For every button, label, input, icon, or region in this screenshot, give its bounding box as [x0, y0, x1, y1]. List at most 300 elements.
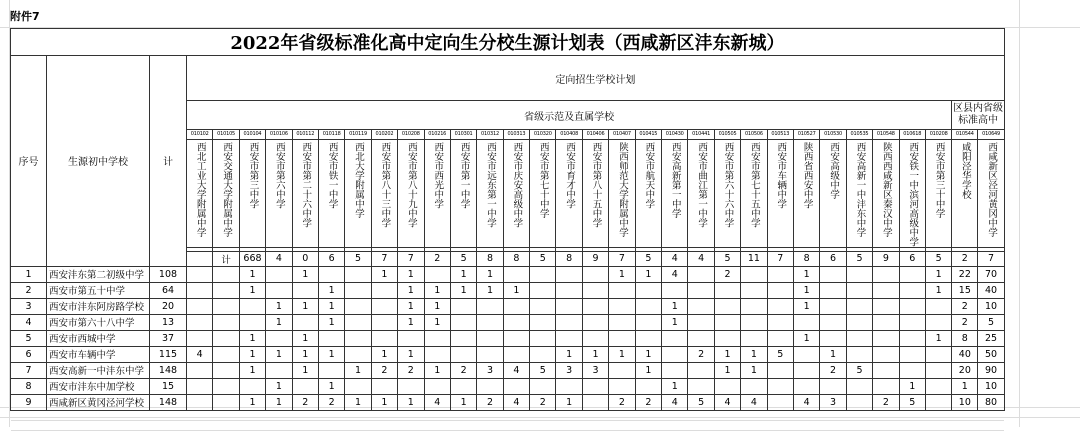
- plan-value-cell: [688, 298, 714, 314]
- plan-value-cell: [741, 330, 767, 346]
- plan-value-cell: [450, 330, 476, 346]
- blank-cell: [952, 420, 978, 430]
- blank-cell: [846, 410, 872, 420]
- school-code: 010649: [978, 130, 1004, 140]
- school-code: 010312: [477, 130, 503, 140]
- plan-value-cell: [213, 330, 239, 346]
- plan-value-cell: 1: [582, 346, 608, 362]
- plan-value-cell: [187, 266, 213, 282]
- plan-value-cell: [318, 266, 344, 282]
- plan-value-cell: [688, 282, 714, 298]
- plan-value-cell: [793, 378, 819, 394]
- plan-value-cell: [662, 330, 688, 346]
- blank-cell: [952, 410, 978, 420]
- plan-value-cell: 1: [477, 282, 503, 298]
- row-total: 148: [150, 362, 187, 378]
- plan-value-cell: 1: [793, 330, 819, 346]
- table-row: [11, 330, 1005, 346]
- plan-value-cell: 1: [925, 266, 951, 282]
- plan-value-cell: 1: [609, 266, 635, 282]
- plan-value-cell: 2: [635, 394, 661, 410]
- school-name-header: [318, 140, 344, 248]
- plan-value-cell: [662, 346, 688, 362]
- plan-value-cell: [899, 362, 925, 378]
- plan-value-cell: [345, 378, 371, 394]
- row-source-school: 西安市西城中学: [47, 330, 150, 346]
- school-name-header: [820, 140, 846, 248]
- plan-value-cell: 90: [978, 362, 1004, 378]
- plan-value-cell: [450, 314, 476, 330]
- plan-value-cell: [266, 282, 292, 298]
- plan-value-cell: 1: [635, 346, 661, 362]
- plan-value-cell: 5: [767, 346, 793, 362]
- plan-value-cell: [503, 298, 529, 314]
- school-code: 010119: [345, 130, 371, 140]
- plan-value-cell: [714, 298, 740, 314]
- plan-value-cell: [292, 378, 318, 394]
- plan-value-cell: 1: [398, 314, 424, 330]
- plan-value-cell: 4: [503, 362, 529, 378]
- plan-value-cell: 2: [609, 394, 635, 410]
- blank-cell: [820, 420, 846, 430]
- blank-cell: [292, 420, 318, 430]
- blank-cell: [213, 420, 239, 430]
- plan-value-cell: [530, 378, 556, 394]
- school-name-text: 西安市航天中学: [643, 142, 655, 209]
- plan-value-cell: [873, 314, 899, 330]
- plan-value-cell: 80: [978, 394, 1004, 410]
- plan-value-cell: 1: [662, 314, 688, 330]
- plan-value-cell: [187, 394, 213, 410]
- plan-value-cell: [793, 314, 819, 330]
- plan-value-cell: [741, 266, 767, 282]
- plan-value-cell: 4: [662, 266, 688, 282]
- school-code: 010618: [899, 130, 925, 140]
- plan-value-cell: 4: [714, 394, 740, 410]
- plan-value-cell: [925, 314, 951, 330]
- plan-value-cell: [477, 330, 503, 346]
- plan-value-cell: [503, 314, 529, 330]
- school-name-text: 西安高级中学: [828, 142, 840, 199]
- plan-value-cell: [556, 282, 582, 298]
- school-name-text: 西咸新区泾河黄冈中学: [986, 142, 998, 237]
- plan-value-cell: [662, 282, 688, 298]
- school-name-header: [292, 140, 318, 248]
- blank-cell: [741, 420, 767, 430]
- plan-value-cell: [345, 298, 371, 314]
- plan-value-cell: [503, 346, 529, 362]
- table-row: [11, 282, 1005, 298]
- plan-value-cell: [213, 314, 239, 330]
- blank-cell: [239, 420, 265, 430]
- plan-value-cell: 1: [318, 298, 344, 314]
- plan-value-cell: [424, 346, 450, 362]
- school-name-header: [767, 140, 793, 248]
- blank-cell: [873, 420, 899, 430]
- blank-cell: [239, 410, 265, 420]
- plan-value-cell: 1: [266, 314, 292, 330]
- plan-value-cell: 4: [662, 394, 688, 410]
- blank-cell: [266, 420, 292, 430]
- plan-value-cell: [609, 362, 635, 378]
- blank-cell: [318, 420, 344, 430]
- plan-value-cell: 25: [978, 330, 1004, 346]
- plan-value-cell: [503, 330, 529, 346]
- plan-value-cell: 7: [398, 251, 424, 266]
- plan-value-cell: 5: [714, 251, 740, 266]
- plan-value-cell: 22: [952, 266, 978, 282]
- row-source-school: 西安市第六十八中学: [47, 314, 150, 330]
- plan-value-cell: 1: [793, 298, 819, 314]
- school-code: 010202: [371, 130, 397, 140]
- plan-value-cell: 8: [556, 251, 582, 266]
- plan-value-cell: 9: [873, 251, 899, 266]
- blank-cell: [47, 410, 150, 420]
- plan-value-cell: [688, 314, 714, 330]
- row-index: 3: [11, 298, 47, 314]
- plan-value-cell: 1: [450, 266, 476, 282]
- plan-value-cell: 1: [292, 298, 318, 314]
- school-name-text: 西安市车辆中学: [775, 142, 787, 209]
- blank-cell: [345, 420, 371, 430]
- plan-value-cell: [899, 330, 925, 346]
- plan-value-cell: [187, 298, 213, 314]
- plan-value-cell: [688, 330, 714, 346]
- plan-value-cell: 1: [714, 362, 740, 378]
- plan-value-cell: [741, 282, 767, 298]
- school-name-header: [556, 140, 582, 248]
- row-source-school: 西安市沣东阿房路学校: [47, 298, 150, 314]
- plan-value-cell: 1: [635, 266, 661, 282]
- plan-value-cell: 1: [239, 282, 265, 298]
- plan-value-cell: [530, 314, 556, 330]
- plan-value-cell: 3: [820, 394, 846, 410]
- plan-value-cell: 1: [450, 394, 476, 410]
- plan-value-cell: [820, 330, 846, 346]
- plan-value-cell: [767, 298, 793, 314]
- plan-value-cell: 1: [345, 394, 371, 410]
- blank-cell: [820, 410, 846, 420]
- plan-value-cell: [530, 298, 556, 314]
- blank-cell: [424, 410, 450, 420]
- plan-value-cell: [530, 282, 556, 298]
- school-name-header: [609, 140, 635, 248]
- school-name-header: [582, 140, 608, 248]
- school-name-text: 西安市第一中学: [458, 142, 470, 209]
- blank-cell: [582, 420, 608, 430]
- plan-value-cell: 11: [741, 251, 767, 266]
- plan-value-cell: 1: [741, 362, 767, 378]
- plan-value-cell: 1: [635, 362, 661, 378]
- school-code: 010216: [424, 130, 450, 140]
- plan-value-cell: [398, 378, 424, 394]
- plan-value-cell: [793, 346, 819, 362]
- school-code: 010118: [318, 130, 344, 140]
- plan-value-cell: 7: [371, 251, 397, 266]
- plan-value-cell: [846, 378, 872, 394]
- plan-value-cell: 8: [952, 330, 978, 346]
- plan-value-cell: [318, 362, 344, 378]
- school-name-header: [688, 140, 714, 248]
- school-name-text: 西安市第八十九中学: [405, 142, 417, 228]
- plan-value-cell: [873, 362, 899, 378]
- plan-value-cell: [925, 298, 951, 314]
- plan-value-cell: [635, 330, 661, 346]
- plan-value-cell: 50: [978, 346, 1004, 362]
- blank-cell: [609, 420, 635, 430]
- plan-value-cell: [477, 378, 503, 394]
- plan-value-cell: 10: [978, 378, 1004, 394]
- plan-value-cell: [503, 378, 529, 394]
- plan-value-cell: 2: [398, 362, 424, 378]
- plan-value-cell: [767, 266, 793, 282]
- school-code: 010104: [239, 130, 265, 140]
- blank-cell: [635, 420, 661, 430]
- plan-value-cell: 4: [503, 394, 529, 410]
- plan-value-cell: [213, 346, 239, 362]
- plan-value-cell: [820, 282, 846, 298]
- school-name-header: [450, 140, 476, 248]
- blank-cell: [741, 410, 767, 420]
- school-name-header: [793, 140, 819, 248]
- blank-cell: [899, 410, 925, 420]
- plan-value-cell: 1: [820, 346, 846, 362]
- row-total: 148: [150, 394, 187, 410]
- header-district-group: 区县内省级标准高中: [952, 101, 1004, 130]
- plan-value-cell: [371, 330, 397, 346]
- school-name-text: 西安市第二十六中学: [300, 142, 312, 228]
- plan-value-cell: [873, 346, 899, 362]
- blank-cell: [150, 410, 187, 420]
- plan-value-cell: [714, 282, 740, 298]
- plan-value-cell: [925, 362, 951, 378]
- plan-value-cell: 1: [793, 266, 819, 282]
- header-plan-group: 定向招生学校计划: [187, 56, 1005, 101]
- table-row: [11, 314, 1005, 330]
- school-code: 010506: [741, 130, 767, 140]
- school-name-header: [899, 140, 925, 248]
- plan-value-cell: [556, 330, 582, 346]
- plan-value-cell: [873, 298, 899, 314]
- plan-value-cell: 1: [266, 378, 292, 394]
- row-source-school: 西安沣东第二初级中学: [47, 266, 150, 282]
- plan-value-cell: [899, 346, 925, 362]
- school-code: 010301: [450, 130, 476, 140]
- plan-value-cell: [767, 282, 793, 298]
- plan-value-cell: [530, 330, 556, 346]
- table-row: [11, 298, 1005, 314]
- plan-value-cell: [767, 378, 793, 394]
- blank-cell: [266, 410, 292, 420]
- plan-value-cell: 20: [952, 362, 978, 378]
- blank-cell: [978, 410, 1004, 420]
- school-name-text: 咸阳泾华学校: [959, 142, 971, 199]
- school-code: 010513: [767, 130, 793, 140]
- plan-value-cell: [266, 362, 292, 378]
- blank-cell: [767, 410, 793, 420]
- plan-value-cell: 1: [609, 346, 635, 362]
- plan-value-cell: [873, 282, 899, 298]
- school-name-header: [846, 140, 872, 248]
- plan-value-cell: 7: [767, 251, 793, 266]
- plan-value-cell: [846, 314, 872, 330]
- blank-cell: [477, 410, 503, 420]
- row-total: 37: [150, 330, 187, 346]
- row-total: 13: [150, 314, 187, 330]
- plan-value-cell: [609, 282, 635, 298]
- plan-value-cell: [793, 362, 819, 378]
- plan-value-cell: 5: [530, 251, 556, 266]
- plan-value-cell: 6: [899, 251, 925, 266]
- header-province-group: 省级示范及直属学校: [187, 101, 952, 130]
- plan-value-cell: [239, 378, 265, 394]
- plan-value-cell: [846, 298, 872, 314]
- plan-value-cell: 4: [266, 251, 292, 266]
- plan-value-cell: 5: [635, 251, 661, 266]
- plan-value-cell: [556, 378, 582, 394]
- plan-value-cell: [846, 266, 872, 282]
- row-source-school: 西安市车辆中学: [47, 346, 150, 362]
- plan-value-cell: 3: [582, 362, 608, 378]
- blank-cell: [873, 410, 899, 420]
- blank-row: [11, 410, 1005, 420]
- school-name-text: 西安市第三中学: [247, 142, 259, 209]
- school-name-header: [187, 140, 213, 248]
- plan-value-cell: [530, 346, 556, 362]
- plan-value-cell: [582, 330, 608, 346]
- school-code: 010544: [952, 130, 978, 140]
- plan-value-cell: [767, 330, 793, 346]
- plan-value-cell: 1: [424, 314, 450, 330]
- plan-value-cell: 1: [292, 346, 318, 362]
- plan-value-cell: [635, 298, 661, 314]
- blank-cell: [11, 410, 47, 420]
- plan-value-cell: [741, 378, 767, 394]
- plan-value-cell: 40: [978, 282, 1004, 298]
- plan-value-cell: [714, 314, 740, 330]
- plan-value-cell: 5: [925, 251, 951, 266]
- school-name-text: 西安市西光中学: [432, 142, 444, 209]
- plan-value-cell: 1: [318, 378, 344, 394]
- plan-value-cell: [609, 314, 635, 330]
- school-code: 010208: [925, 130, 951, 140]
- plan-value-cell: 1: [239, 330, 265, 346]
- plan-value-cell: [213, 298, 239, 314]
- plan-value-cell: 5: [450, 251, 476, 266]
- plan-value-cell: 6: [820, 251, 846, 266]
- plan-value-cell: [213, 362, 239, 378]
- plan-value-cell: 40: [952, 346, 978, 362]
- table-row: [11, 346, 1005, 362]
- plan-value-cell: [371, 378, 397, 394]
- plan-value-cell: [582, 378, 608, 394]
- plan-value-cell: [266, 266, 292, 282]
- blank-cell: [477, 420, 503, 430]
- plan-value-cell: [925, 378, 951, 394]
- blank-cell: [767, 420, 793, 430]
- plan-value-cell: [292, 314, 318, 330]
- plan-value-cell: [503, 266, 529, 282]
- blank-cell: [635, 410, 661, 420]
- plan-value-cell: [635, 282, 661, 298]
- school-name-text: 西安市远东第一中学: [484, 142, 496, 228]
- row-index: 6: [11, 346, 47, 362]
- school-name-header: [266, 140, 292, 248]
- plan-value-cell: 1: [556, 346, 582, 362]
- blank-cell: [187, 420, 213, 430]
- plan-value-cell: 1: [398, 346, 424, 362]
- blank-cell: [609, 410, 635, 420]
- plan-value-cell: [450, 346, 476, 362]
- plan-value-cell: [820, 378, 846, 394]
- plan-value-cell: [714, 330, 740, 346]
- header-total: 计: [150, 56, 187, 267]
- plan-value-cell: 3: [556, 362, 582, 378]
- plan-value-cell: [213, 282, 239, 298]
- row-index: 1: [11, 266, 47, 282]
- plan-value-cell: [345, 346, 371, 362]
- totals-sum: 668: [239, 251, 265, 266]
- plan-value-cell: 1: [424, 362, 450, 378]
- plan-value-cell: [239, 314, 265, 330]
- plan-value-cell: [767, 362, 793, 378]
- plan-value-cell: 1: [318, 282, 344, 298]
- plan-value-cell: [899, 282, 925, 298]
- school-name-header: [503, 140, 529, 248]
- blank-cell: [371, 410, 397, 420]
- school-name-header: [741, 140, 767, 248]
- school-name-text: 西安市第七十中学: [537, 142, 549, 218]
- plan-value-cell: 4: [424, 394, 450, 410]
- plan-value-cell: 1: [371, 346, 397, 362]
- school-name-header: [239, 140, 265, 248]
- table-row: [11, 266, 1005, 282]
- plan-value-cell: 1: [371, 394, 397, 410]
- row-index: 4: [11, 314, 47, 330]
- plan-value-cell: [635, 378, 661, 394]
- school-code: 010208: [398, 130, 424, 140]
- school-name-header: [398, 140, 424, 248]
- blank-cell: [793, 420, 819, 430]
- plan-value-cell: [371, 298, 397, 314]
- plan-value-cell: [345, 282, 371, 298]
- row-source-school: 西安市第五十中学: [47, 282, 150, 298]
- school-name-header: [424, 140, 450, 248]
- plan-value-cell: [582, 266, 608, 282]
- blank-cell: [150, 420, 187, 430]
- school-name-text: 西北工业大学附属中学: [194, 142, 206, 237]
- plan-value-cell: 1: [345, 362, 371, 378]
- school-code: 010415: [635, 130, 661, 140]
- plan-value-cell: 70: [978, 266, 1004, 282]
- school-name-text: 西安市育才中学: [564, 142, 576, 209]
- plan-value-cell: [318, 330, 344, 346]
- plan-value-cell: [424, 330, 450, 346]
- plan-value-cell: [846, 394, 872, 410]
- school-code: 010406: [582, 130, 608, 140]
- plan-value-cell: 4: [793, 394, 819, 410]
- plan-value-cell: [239, 298, 265, 314]
- row-total: 115: [150, 346, 187, 362]
- plan-value-cell: 2: [952, 314, 978, 330]
- plan-value-cell: [925, 346, 951, 362]
- blank-cell: [556, 410, 582, 420]
- plan-value-cell: [820, 298, 846, 314]
- blank-cell: [714, 420, 740, 430]
- plan-value-cell: 2: [714, 266, 740, 282]
- plan-value-cell: 7: [978, 251, 1004, 266]
- school-name-text: 西安市第六十六中学: [722, 142, 734, 228]
